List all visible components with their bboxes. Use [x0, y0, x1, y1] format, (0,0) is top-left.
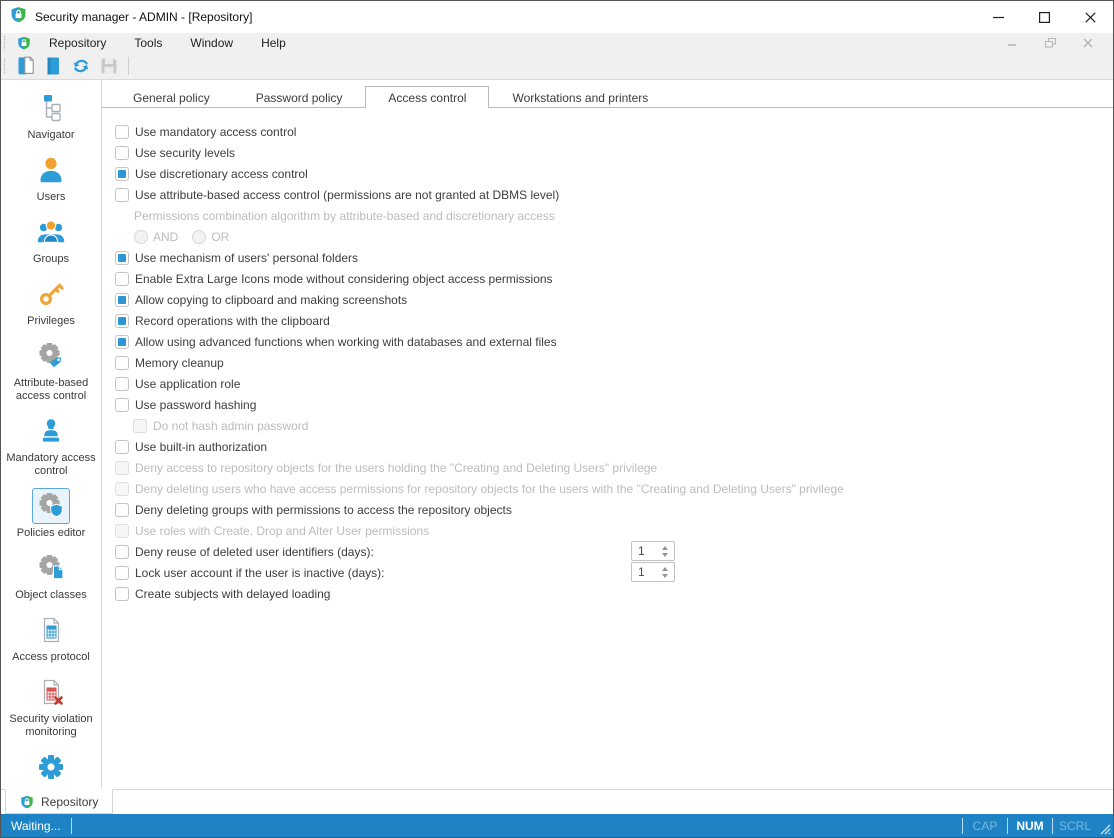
open-document-icon — [13, 54, 37, 78]
checkbox[interactable] — [115, 398, 129, 412]
sidebar-item-attribute-based-access-control[interactable] — [1, 334, 101, 409]
sidebar-item-label: Access protocol — [12, 651, 90, 663]
status-bar — [1, 814, 1113, 837]
checkbox-label: Deny access to repository objects for the users holding the "Creating and Deleting Users" privilege — [135, 460, 658, 475]
maximize-button[interactable] — [1021, 1, 1067, 33]
checkbox[interactable] — [115, 461, 129, 475]
minimize-button[interactable] — [975, 1, 1021, 33]
checkbox-label: Deny reuse of deleted user identifiers (days): — [135, 544, 374, 559]
table-document-icon — [35, 614, 67, 646]
checkbox[interactable] — [115, 251, 129, 265]
checkbox-label: Use application role — [135, 376, 241, 391]
document-tab-repository[interactable] — [5, 789, 113, 814]
radio-option-or — [192, 230, 229, 244]
checkbox-row — [115, 352, 1113, 373]
checkbox-row — [115, 289, 1113, 310]
checkbox-label: Use password hashing — [135, 397, 257, 412]
close-button[interactable] — [1067, 1, 1113, 33]
num-lock-indicator: NUM — [1016, 818, 1044, 833]
radio-label: AND — [153, 229, 179, 244]
navigator-icon — [35, 92, 67, 124]
scroll-lock-indicator: SCRL — [1058, 818, 1091, 833]
checkbox[interactable] — [115, 503, 129, 517]
permissions-combo-label: Permissions combination algorithm by attribute-based and discretionary access — [134, 208, 555, 223]
checkbox-row — [115, 121, 1113, 142]
checkbox-row — [115, 520, 1113, 541]
policy-options-list — [102, 108, 1113, 604]
checkbox-label: Allow using advanced functions when working with databases and external files — [135, 334, 557, 349]
tab-workstations-and-printers[interactable]: Workstations and printers — [512, 90, 649, 105]
checkbox[interactable] — [115, 188, 129, 202]
checkbox-row — [115, 394, 1113, 415]
checkbox[interactable] — [115, 167, 129, 181]
checkbox-row — [115, 247, 1113, 268]
mdi-restore-icon — [1045, 38, 1056, 48]
checkbox[interactable] — [115, 545, 129, 559]
checkbox-row — [115, 373, 1113, 394]
mdi-minimize-button[interactable] — [1001, 35, 1023, 51]
checkbox[interactable] — [115, 356, 129, 370]
sidebar-item-mandatory-access-control[interactable] — [1, 409, 101, 484]
gear-tag-icon — [35, 340, 67, 372]
checkbox-row — [115, 415, 1113, 436]
toolbar — [1, 53, 1113, 80]
menu-window[interactable]: Window — [190, 36, 234, 50]
sidebar-item-label: Attribute-based access control — [13, 377, 89, 402]
document-button[interactable] — [40, 54, 66, 78]
checkbox-row — [115, 499, 1113, 520]
sidebar-item-security-violation-monitoring[interactable] — [1, 670, 101, 745]
checkbox-label: Allow copying to clipboard and making screenshots — [135, 292, 408, 307]
checkbox-label: Use discretionary access control — [135, 166, 308, 181]
menu-help[interactable]: Help — [261, 36, 286, 50]
shield-lock-icon — [20, 795, 34, 809]
radio-button[interactable] — [134, 230, 148, 244]
checkbox-row — [115, 310, 1113, 331]
spinner-arrows — [658, 567, 672, 578]
combo-radio-group — [115, 226, 1113, 247]
radio-option-and — [134, 230, 178, 244]
menubar-grip — [4, 36, 9, 50]
sidebar-item-label: Navigator — [27, 129, 75, 141]
key-icon — [35, 278, 67, 310]
sidebar-item-groups[interactable] — [1, 210, 101, 272]
table-document-error-icon — [35, 676, 67, 708]
checkbox-row — [115, 541, 1113, 562]
sidebar-item-access-protocol[interactable] — [1, 608, 101, 670]
tab-password-policy[interactable]: Password policy — [255, 90, 343, 105]
spinner-up-icon[interactable] — [662, 567, 668, 571]
minimize-icon — [993, 12, 1004, 23]
spinner-down-icon[interactable] — [662, 574, 668, 578]
content-area — [102, 80, 1113, 789]
checkbox-row — [115, 457, 1113, 478]
checkbox-row — [115, 142, 1113, 163]
document-icon — [41, 54, 65, 78]
menu-tools[interactable]: Tools — [134, 36, 163, 50]
sidebar-item-label: Object classes — [15, 589, 87, 601]
stamp-icon — [35, 415, 67, 447]
checkbox-label: Create subjects with delayed loading — [135, 586, 331, 601]
spinner-down-icon[interactable] — [662, 553, 668, 557]
checkbox-label: Do not hash admin password — [153, 418, 309, 433]
checkbox-row — [115, 562, 1113, 583]
checkbox-label: Use mandatory access control — [135, 124, 297, 139]
document-tab-bar — [1, 789, 1113, 814]
tab-access-control[interactable]: Access control — [365, 86, 489, 108]
menu-bar — [1, 33, 1113, 53]
checkbox-label: Memory cleanup — [135, 355, 224, 370]
status-text: Waiting... — [11, 818, 61, 833]
mdi-minimize-icon — [1007, 38, 1017, 48]
checkbox-row — [115, 163, 1113, 184]
spinner-up-icon[interactable] — [662, 546, 668, 550]
toolbar-grip — [4, 59, 9, 73]
checkbox-row — [115, 184, 1113, 205]
sidebar-item-label: Mandatory access control — [6, 452, 96, 477]
checkbox[interactable] — [115, 566, 129, 580]
mdi-close-button[interactable] — [1077, 35, 1099, 51]
checkbox[interactable] — [115, 587, 129, 601]
sidebar-item-policies-editor[interactable] — [1, 484, 101, 546]
title-bar — [1, 1, 1113, 33]
checkbox[interactable] — [115, 335, 129, 349]
deny-reuse-days-spinner — [631, 541, 675, 561]
checkbox[interactable] — [115, 314, 129, 328]
tab-bar — [102, 86, 1113, 108]
save-button[interactable] — [96, 54, 122, 78]
sidebar-item-label: Policies editor — [16, 527, 86, 539]
sidebar-item-label: Users — [36, 191, 66, 203]
checkbox-label: Record operations with the clipboard — [135, 313, 330, 328]
checkbox-label: Deny deleting groups with permissions to access the repository objects — [135, 502, 512, 517]
checkbox-label: Deny deleting users who have access permissions for repository objects for the users with the "Creating and Deleting Users" privilege — [135, 481, 844, 496]
sidebar-item-label: Privileges — [27, 315, 75, 327]
checkbox-label: Use built-in authorization — [135, 439, 268, 454]
caps-lock-indicator: CAP — [972, 818, 998, 833]
checkbox-label: Use roles with Create, Drop and Alter User permissions — [135, 523, 430, 538]
user-icon — [35, 154, 67, 186]
group-icon — [35, 216, 67, 248]
checkbox-row — [115, 331, 1113, 352]
document-tab-label: Repository — [41, 794, 99, 809]
checkbox-label: Lock user account if the user is inactive (days): — [135, 565, 385, 580]
checkbox-row — [115, 436, 1113, 457]
spinner-input[interactable] — [632, 565, 658, 579]
gear-blue-icon — [35, 751, 67, 783]
checkbox[interactable] — [115, 524, 129, 538]
checkbox[interactable] — [133, 419, 147, 433]
checkbox[interactable] — [115, 146, 129, 160]
checkbox[interactable] — [115, 125, 129, 139]
sidebar-item-users[interactable] — [1, 148, 101, 210]
checkbox-label: Use security levels — [135, 145, 236, 160]
mdi-restore-button[interactable] — [1039, 35, 1061, 51]
checkbox[interactable] — [115, 293, 129, 307]
checkbox[interactable] — [115, 377, 129, 391]
radio-label: OR — [211, 229, 230, 244]
gear-shield-icon — [35, 490, 67, 522]
status-divider — [71, 818, 72, 834]
checkbox-row — [115, 268, 1113, 289]
save-icon — [97, 54, 121, 78]
mdi-child-shield-icon — [17, 36, 31, 50]
sidebar-item-object-classes[interactable] — [1, 546, 101, 608]
close-icon — [1085, 12, 1096, 23]
lock-inactive-days-spinner — [631, 562, 675, 582]
sidebar-item-service[interactable] — [1, 745, 101, 789]
checkbox-label: Use attribute-based access control (permissions are not granted at DBMS level) — [135, 187, 560, 202]
refresh-button[interactable] — [68, 54, 94, 78]
gear-page-icon — [35, 552, 67, 584]
sidebar — [1, 80, 102, 789]
mdi-close-icon — [1083, 38, 1093, 48]
checkbox[interactable] — [115, 482, 129, 496]
sidebar-item-privileges[interactable] — [1, 272, 101, 334]
radio-button[interactable] — [192, 230, 206, 244]
menu-repository[interactable]: Repository — [49, 36, 107, 50]
checkbox-label: Enable Extra Large Icons mode without considering object access permissions — [135, 271, 553, 286]
checkbox-label: Use mechanism of users' personal folders — [135, 250, 359, 265]
refresh-icon — [69, 54, 93, 78]
sidebar-item-label: Groups — [32, 253, 70, 265]
sidebar-item-label: Security violation monitoring — [9, 713, 93, 738]
window-title: Security manager - ADMIN - [Repository] — [35, 10, 253, 24]
checkbox-row — [115, 478, 1113, 499]
resize-grip[interactable] — [1097, 814, 1113, 837]
checkbox[interactable] — [115, 440, 129, 454]
spinner-input[interactable] — [632, 544, 658, 558]
spinner-arrows — [658, 546, 672, 557]
checkbox-row — [115, 583, 1113, 604]
open-document-button[interactable] — [12, 54, 38, 78]
sidebar-item-navigator[interactable] — [1, 86, 101, 148]
toolbar-separator — [128, 57, 129, 75]
maximize-icon — [1039, 12, 1050, 23]
tab-general-policy[interactable]: General policy — [133, 90, 210, 105]
app-shield-icon — [10, 6, 27, 28]
checkbox[interactable] — [115, 272, 129, 286]
